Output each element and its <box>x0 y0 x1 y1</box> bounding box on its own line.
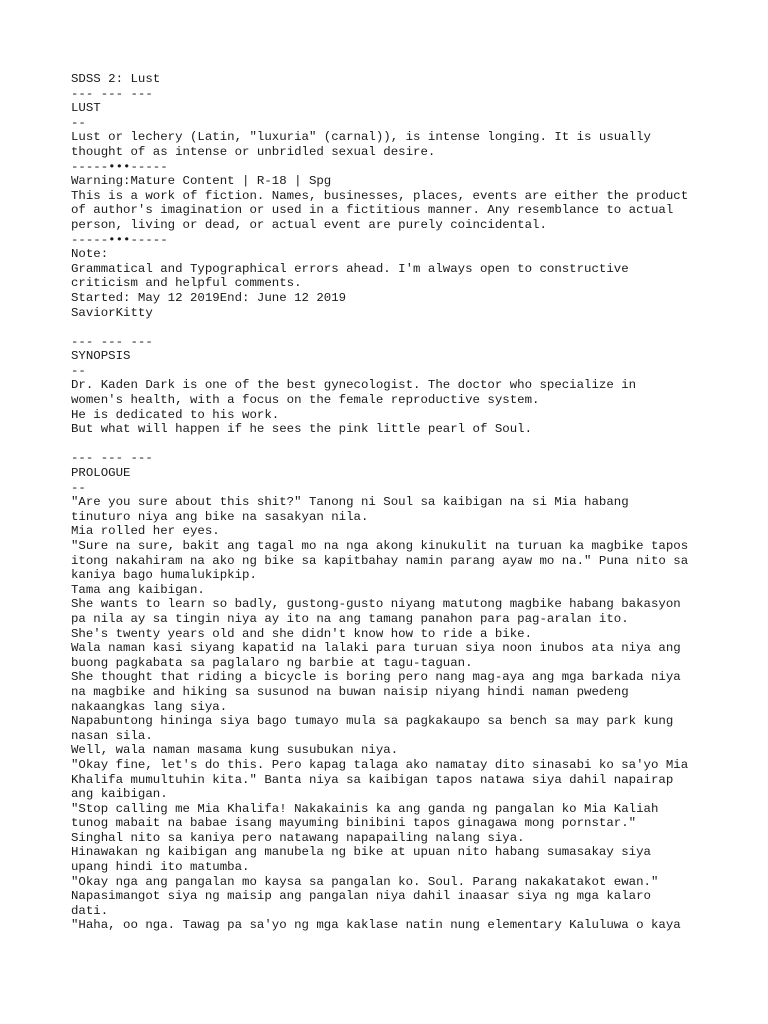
text-line: --- --- --- <box>71 86 153 101</box>
text-line: "Okay fine, let's do this. Pero kapag talaga ako namatay dito sinasabi ko sa'yo Mia <box>71 757 689 772</box>
text-line: dati. <box>71 903 109 918</box>
text-line: tunog mabait na babae isang mayuming binibini tapos ginagawa mong pornstar." <box>71 816 637 831</box>
text-line: This is a work of fiction. Names, businesses, places, events are either the product <box>71 188 689 203</box>
text-line: -- <box>71 363 86 378</box>
text-line: "Are you sure about this shit?" Tanong ni Soul sa kaibigan na si Mia habang <box>71 495 629 510</box>
text-line: ang kaibigan. <box>71 787 168 802</box>
text-line: nasan sila. <box>71 728 153 743</box>
text-line: Started: May 12 2019End: June 12 2019 <box>71 290 347 305</box>
text-line: Hinawakan ng kaibigan ang manubela ng bike at upuan nito habang sumasakay siya <box>71 845 651 860</box>
text-line: of author's imagination or used in a fictitious manner. Any resemblance to actual <box>71 203 674 218</box>
text-line: --- --- --- <box>71 451 153 466</box>
text-line: Mia rolled her eyes. <box>71 524 220 539</box>
text-line: She thought that riding a bicycle is boring pero nang mag-aya ang mga barkada niya <box>71 670 681 685</box>
text-line: She's twenty years old and she didn't know how to ride a bike. <box>71 626 533 641</box>
text-line: -- <box>71 480 86 495</box>
text-line: She wants to learn so badly, gustong-gusto niyang matutong magbike habang bakasyon <box>71 597 681 612</box>
text-line: pa nila ay sa tingin niya ay ito na ang tamang panahon para pag-aralan ito. <box>71 611 629 626</box>
text-line <box>71 320 731 335</box>
text-line: Khalifa mumultuhin kita." Banta niya sa kaibigan tapos natawa siya dahil napairap <box>71 772 674 787</box>
document-text <box>71 72 731 933</box>
text-line: --- --- --- <box>71 334 153 349</box>
text-line: But what will happen if he sees the pink little pearl of Soul. <box>71 422 533 437</box>
text-line: PROLOGUE <box>71 466 131 481</box>
text-line: criticism and helpful comments. <box>71 276 302 291</box>
text-line: na magbike and hiking sa susunod na buwan naisip niyang hindi naman pwedeng <box>71 684 629 699</box>
text-line: Wala naman kasi siyang kapatid na lalaki para turuan siya noon inubos ata niya ang <box>71 641 681 656</box>
text-line: SaviorKitty <box>71 305 153 320</box>
text-line: Note: <box>71 247 109 262</box>
text-line: Well, wala naman masama kung susubukan niya. <box>71 743 399 758</box>
text-line: SDSS 2: Lust <box>71 72 161 86</box>
text-line: Tama ang kaibigan. <box>71 582 205 597</box>
text-line: Dr. Kaden Dark is one of the best gynecologist. The doctor who specialize in <box>71 378 637 393</box>
text-line: -- <box>71 115 86 130</box>
text-line: buong pagkabata sa paglalaro ng barbie at tagu-taguan. <box>71 655 473 670</box>
text-line: tinuturo niya ang bike na sasakyan nila. <box>71 509 369 524</box>
text-line: "Okay nga ang pangalan mo kaysa sa pangalan ko. Soul. Parang nakakatakot ewan." <box>71 874 659 889</box>
text-line: "Haha, oo nga. Tawag pa sa'yo ng mga kaklase natin nung elementary Kaluluwa o kaya <box>71 918 681 933</box>
text-line: Singhal nito sa kaniya pero natawang napapailing nalang siya. <box>71 830 525 845</box>
text-line: Napasimangot siya ng maisip ang pangalan niya dahil inaasar siya ng mga kalaro <box>71 889 651 904</box>
text-line: SYNOPSIS <box>71 349 131 364</box>
text-line: Lust or lechery (Latin, "luxuria" (carnal)), is intense longing. It is usually <box>71 130 651 145</box>
text-line: -----•••----- <box>71 159 168 174</box>
text-line: Warning:Mature Content | R-18 | Spg <box>71 174 332 189</box>
text-line: nakaangkas lang siya. <box>71 699 228 714</box>
text-line: person, living or dead, or actual event are purely coincidental. <box>71 217 547 232</box>
text-line <box>71 437 731 452</box>
text-line: -----•••----- <box>71 232 168 247</box>
text-line: He is dedicated to his work. <box>71 407 280 422</box>
text-line: Napabuntong hininga siya bago tumayo mula sa pagkakaupo sa bench sa may park kung <box>71 714 674 729</box>
text-line: kaniya bago humalukipkip. <box>71 568 257 583</box>
text-line: "Sure na sure, bakit ang tagal mo na nga akong kinukulit na turuan ka magbike tapos <box>71 539 689 553</box>
text-line: thought of as intense or unbridled sexual desire. <box>71 144 436 159</box>
text-line: itong nakahiram na ako ng bike sa kapitbahay namin parang ayaw mo na." Puna nito sa <box>71 553 689 568</box>
text-line: women's health, with a focus on the female reproductive system. <box>71 393 540 408</box>
text-line: upang hindi ito matumba. <box>71 860 250 875</box>
text-line: "Stop calling me Mia Khalifa! Nakakainis ka ang ganda ng pangalan ko Mia Kaliah <box>71 801 659 816</box>
text-line: LUST <box>71 101 101 116</box>
text-line: Grammatical and Typographical errors ahead. I'm always open to constructive <box>71 261 629 276</box>
